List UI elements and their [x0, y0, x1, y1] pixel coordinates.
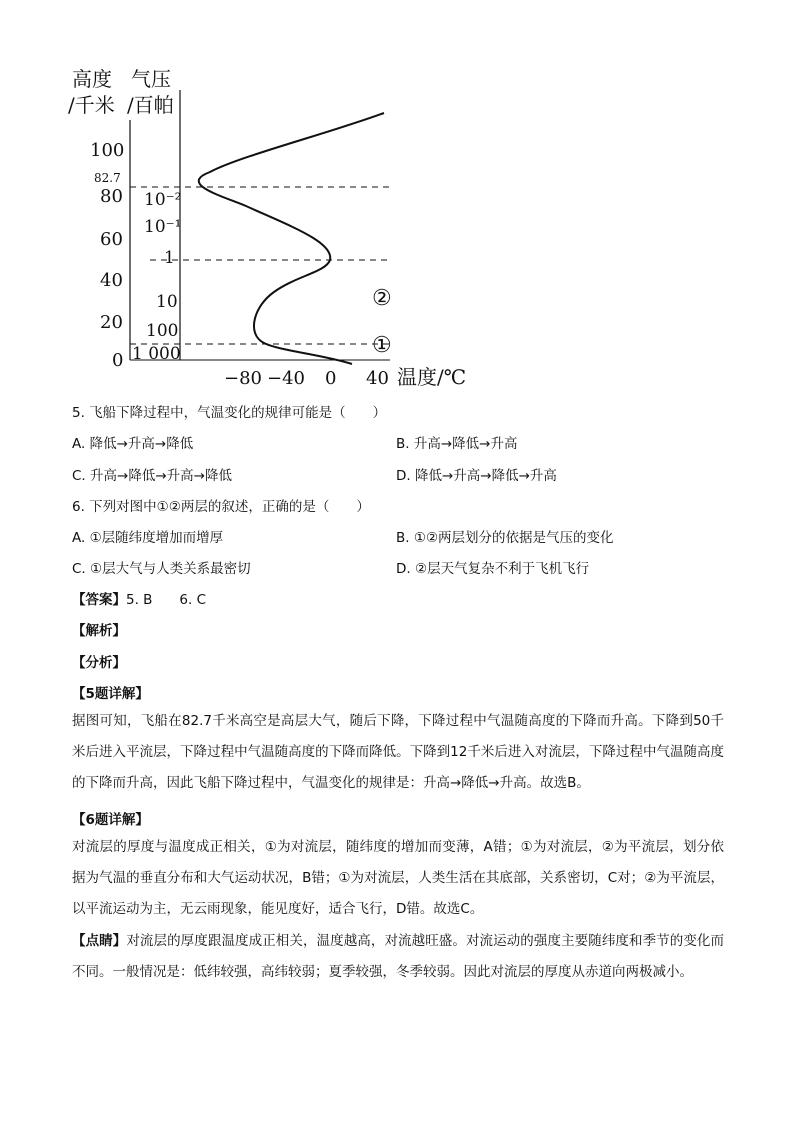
layer-marker-1: ① [372, 333, 392, 358]
height-tick-20: 20 [100, 312, 123, 333]
question-6-option-c: C. ①层大气与人类关系最密切 [72, 561, 251, 577]
height-tick-60: 60 [100, 229, 123, 250]
question-5-option-b: B. 升高→降低→升高 [396, 436, 518, 452]
tips-heading: 【点睛】 [72, 933, 127, 949]
answer-text: 5. B 6. C [126, 592, 207, 608]
answer-line [72, 588, 206, 608]
question-6-option-b: B. ①②两层划分的依据是气压的变化 [396, 530, 614, 546]
breakdown-heading: 【分析】 [72, 655, 126, 671]
height-tick-40: 40 [100, 270, 123, 291]
height-axis-title-1: 高度 [72, 67, 112, 91]
temperature-curve [199, 113, 384, 364]
x-tick-minus-40: −40 [267, 368, 305, 389]
x-tick-0: 0 [325, 368, 337, 389]
q6-detail-text: 对流层的厚度与温度成正相关，①为对流层，随纬度的增加而变薄，A错；①为对流层，②为平流层，划分依据为气温的垂直分布和大气运动状况，B错；①为对流层，人类生活在其底部，关系密切，C对；②为平流层，以平流运动为主，无云雨现象，能见度好，适合飞行，D错。故选C。 [72, 839, 724, 917]
pressure-tick-0-01: 10⁻² [144, 190, 182, 210]
q6-detail-heading: 【6题详解】 [72, 812, 149, 828]
answer-label: 【答案】 [72, 592, 126, 608]
temperature-axis-label: 温度/℃ [397, 365, 467, 389]
tips-paragraph [72, 926, 724, 988]
height-axis-title-2: /千米 [68, 93, 115, 117]
height-tick-100: 100 [90, 140, 125, 161]
question-5-stem: 5. 飞船下降过程中，气温变化的规律可能是（ ） [72, 405, 387, 421]
pressure-tick-1: 1 [164, 248, 175, 268]
question-5-option-c: C. 升高→降低→升高→降低 [72, 468, 232, 484]
x-tick-40: 40 [366, 368, 389, 389]
pressure-axis-title-2: /百帕 [127, 93, 174, 117]
question-6-option-d: D. ②层天气复杂不利于飞机飞行 [396, 561, 590, 577]
question-6-option-a: A. ①层随纬度增加而增厚 [72, 530, 224, 546]
q5-detail-text: 据图可知，飞船在82.7千米高空是高层大气，随后下降，下降过程中气温随高度的下降而升高。下降到50千米后进入平流层，下降过程中气温随高度的下降而降低。下降到12千米后进入对流层，下降过程中气温随高度的下降而升高，因此飞船下降过程中，气温变化的规律是：升高→降低→升高。故选B。 [72, 713, 724, 791]
question-5-option-d: D. 降低→升高→降低→升高 [396, 468, 557, 484]
pressure-tick-1000: 1 000 [132, 344, 181, 364]
q5-detail-heading: 【5题详解】 [72, 686, 149, 702]
height-tick-80: 80 [100, 186, 123, 207]
question-6-stem: 6. 下列对图中①②两层的叙述，正确的是（ ） [72, 499, 370, 515]
pressure-axis-title-1: 气压 [131, 67, 171, 91]
height-label-82-7: 82.7 [94, 171, 121, 185]
analysis-heading: 【解析】 [72, 623, 126, 639]
pressure-tick-100: 100 [146, 321, 179, 341]
pressure-tick-10: 10 [156, 292, 178, 312]
height-tick-0: 0 [112, 350, 124, 371]
pressure-tick-0-1: 10⁻¹ [144, 217, 182, 237]
x-tick-minus-80: −80 [224, 368, 262, 389]
question-5-option-a: A. 降低→升高→降低 [72, 436, 194, 452]
layer-marker-2: ② [372, 286, 392, 311]
tips-text: 对流层的厚度跟温度成正相关，温度越高，对流越旺盛。对流运动的强度主要随纬度和季节的变化而不同。一般情况是：低纬较强，高纬较弱；夏季较强，冬季较弱。因此对流层的厚度从赤道向两极减小。 [72, 933, 725, 980]
atmosphere-temperature-figure [60, 58, 480, 394]
